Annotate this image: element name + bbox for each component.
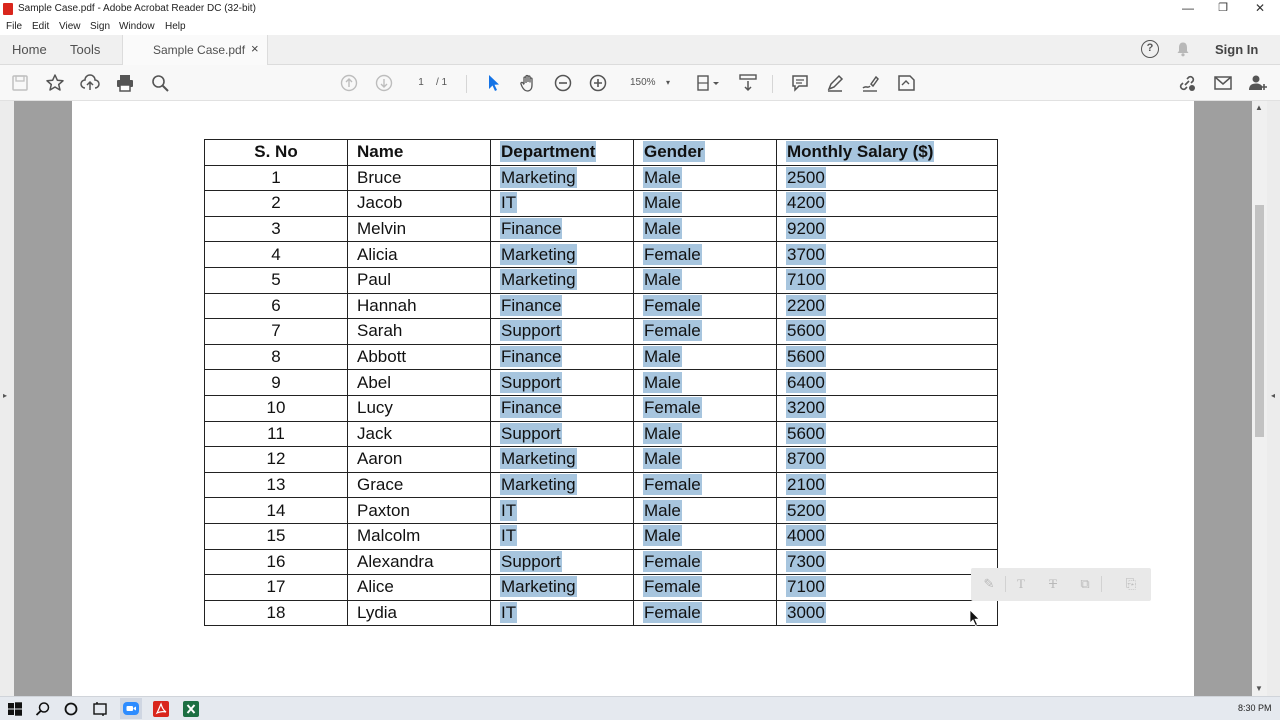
scroll-mode-icon[interactable] xyxy=(737,72,759,94)
previous-page-icon[interactable] xyxy=(338,72,360,94)
table-row xyxy=(205,267,998,293)
cell-gender: Male xyxy=(634,165,777,191)
email-icon[interactable] xyxy=(1212,72,1234,94)
cell-sno: 2 xyxy=(205,191,348,217)
cell-name: Lucy xyxy=(348,395,491,421)
cell-salary: 7100 xyxy=(777,575,998,601)
tab-tools[interactable]: Tools xyxy=(70,42,101,57)
edit-text-icon[interactable]: ⎘ xyxy=(1125,576,1137,591)
header-gender: Gender xyxy=(634,140,777,166)
tab-document[interactable] xyxy=(122,35,268,65)
pdf-page xyxy=(72,101,1194,696)
share-link-icon[interactable] xyxy=(1176,72,1198,94)
cell-gender: Male xyxy=(634,498,777,524)
comment-icon[interactable] xyxy=(789,72,811,94)
cell-salary: 6400 xyxy=(777,370,998,396)
table-row xyxy=(205,344,998,370)
cell-sno: 8 xyxy=(205,344,348,370)
cell-name: Alice xyxy=(348,575,491,601)
zoom-level-value: 150% xyxy=(630,77,656,88)
cell-name: Malcolm xyxy=(348,523,491,549)
cell-sno: 12 xyxy=(205,447,348,473)
restore-button[interactable]: ❐ xyxy=(1218,2,1228,14)
notification-bell-icon[interactable] xyxy=(1175,41,1191,57)
cell-gender: Male xyxy=(634,421,777,447)
cell-salary: 5600 xyxy=(777,421,998,447)
menu-view[interactable]: View xyxy=(59,21,81,32)
table-row xyxy=(205,165,998,191)
task-view-icon[interactable] xyxy=(91,700,109,718)
scroll-down-icon[interactable]: ▼ xyxy=(1255,684,1263,693)
cell-salary: 5600 xyxy=(777,319,998,345)
cell-name: Paul xyxy=(348,267,491,293)
cell-gender: Female xyxy=(634,395,777,421)
cell-name: Lydia xyxy=(348,600,491,626)
table-row xyxy=(205,242,998,268)
sign-in-button[interactable]: Sign In xyxy=(1215,42,1259,57)
cell-department: Finance xyxy=(491,216,634,242)
cell-department: Support xyxy=(491,319,634,345)
vertical-scrollbar[interactable] xyxy=(1252,101,1267,696)
strikethrough-text-icon[interactable]: T xyxy=(1049,576,1057,591)
cell-department: Marketing xyxy=(491,267,634,293)
cell-salary: 5600 xyxy=(777,344,998,370)
fill-sign-icon[interactable] xyxy=(859,72,881,94)
cell-department: IT xyxy=(491,600,634,626)
taskbar-search-icon[interactable] xyxy=(34,700,52,718)
cell-gender: Male xyxy=(634,267,777,293)
cell-sno: 16 xyxy=(205,549,348,575)
title-bar xyxy=(0,0,1280,18)
cell-name: Aaron xyxy=(348,447,491,473)
send-sign-icon[interactable] xyxy=(895,72,917,94)
cell-salary: 4000 xyxy=(777,523,998,549)
taskbar-acrobat-app[interactable] xyxy=(152,700,170,718)
cell-gender: Male xyxy=(634,191,777,217)
cell-gender: Female xyxy=(634,472,777,498)
cell-salary: 2100 xyxy=(777,472,998,498)
taskbar-clock: 8:30 PM xyxy=(1238,703,1272,713)
cell-department: IT xyxy=(491,523,634,549)
taskbar-excel-app[interactable] xyxy=(182,700,200,718)
cell-name: Paxton xyxy=(348,498,491,524)
cell-name: Sarah xyxy=(348,319,491,345)
cell-gender: Female xyxy=(634,242,777,268)
table-header-row xyxy=(205,140,998,166)
next-page-icon[interactable] xyxy=(373,72,395,94)
cell-salary: 9200 xyxy=(777,216,998,242)
tab-bar xyxy=(0,35,1280,65)
tab-close-icon[interactable]: × xyxy=(251,41,259,56)
cell-name: Alicia xyxy=(348,242,491,268)
cell-name: Jack xyxy=(348,421,491,447)
cell-department: IT xyxy=(491,191,634,217)
cell-sno: 18 xyxy=(205,600,348,626)
cell-department: IT xyxy=(491,498,634,524)
page-display-icon[interactable] xyxy=(694,72,722,94)
menu-file[interactable]: File xyxy=(6,21,23,32)
cell-salary: 7300 xyxy=(777,549,998,575)
main-toolbar xyxy=(0,65,1280,101)
cell-name: Abel xyxy=(348,370,491,396)
mini-toolbar-divider xyxy=(1101,576,1102,592)
cell-salary: 3700 xyxy=(777,242,998,268)
cell-department: Finance xyxy=(491,395,634,421)
bookmark-star-icon[interactable] xyxy=(44,72,66,94)
header-salary: Monthly Salary ($) xyxy=(777,140,998,166)
page-number-input[interactable]: 1 xyxy=(418,77,424,88)
cell-sno: 9 xyxy=(205,370,348,396)
hand-tool-icon[interactable] xyxy=(517,72,539,94)
expand-right-panel-icon[interactable]: ◂ xyxy=(1271,391,1276,400)
cell-salary: 2200 xyxy=(777,293,998,319)
cell-sno: 7 xyxy=(205,319,348,345)
cell-gender: Male xyxy=(634,523,777,549)
table-row xyxy=(205,191,998,217)
acrobat-app-icon xyxy=(3,3,13,15)
cell-department: Finance xyxy=(491,293,634,319)
search-icon[interactable] xyxy=(149,72,171,94)
page-gutter-right xyxy=(1194,101,1252,696)
cell-sno: 17 xyxy=(205,575,348,601)
cell-name: Jacob xyxy=(348,191,491,217)
cell-sno: 5 xyxy=(205,267,348,293)
cell-salary: 7100 xyxy=(777,267,998,293)
save-icon[interactable] xyxy=(9,72,31,94)
cell-name: Melvin xyxy=(348,216,491,242)
highlight-text-icon[interactable]: ✎ xyxy=(983,576,995,591)
add-user-icon[interactable] xyxy=(1247,72,1269,94)
header-department: Department xyxy=(491,140,634,166)
cell-sno: 6 xyxy=(205,293,348,319)
cell-gender: Female xyxy=(634,600,777,626)
windows-taskbar xyxy=(0,696,1280,720)
cortana-icon[interactable] xyxy=(62,700,80,718)
expand-left-panel-icon[interactable]: ▸ xyxy=(3,391,8,400)
cell-salary: 5200 xyxy=(777,498,998,524)
cell-department: Support xyxy=(491,370,634,396)
table-row xyxy=(205,395,998,421)
cell-name: Abbott xyxy=(348,344,491,370)
cell-department: Finance xyxy=(491,344,634,370)
help-icon[interactable]: ? xyxy=(1141,40,1159,58)
cell-gender: Female xyxy=(634,549,777,575)
cell-gender: Female xyxy=(634,319,777,345)
cell-department: Marketing xyxy=(491,165,634,191)
scrollbar-thumb[interactable] xyxy=(1255,205,1264,437)
cell-gender: Female xyxy=(634,293,777,319)
menu-bar xyxy=(0,18,1280,35)
tab-document-label: Sample Case.pdf xyxy=(153,43,246,57)
toolbar-divider xyxy=(772,75,773,93)
table-row xyxy=(205,523,998,549)
table-row xyxy=(205,600,998,626)
table-row xyxy=(205,293,998,319)
windows-start-icon[interactable] xyxy=(6,700,24,718)
select-cursor-icon[interactable] xyxy=(482,72,504,94)
header-sno: S. No xyxy=(205,140,348,166)
cell-name: Grace xyxy=(348,472,491,498)
menu-sign[interactable]: Sign xyxy=(90,21,111,32)
table-row xyxy=(205,549,998,575)
mini-toolbar-divider xyxy=(1005,576,1006,592)
chevron-down-icon: ▾ xyxy=(665,78,670,87)
left-panel-edge[interactable] xyxy=(0,101,14,696)
zoom-out-icon[interactable] xyxy=(552,72,574,94)
copy-text-icon[interactable]: ⧉ xyxy=(1080,576,1090,591)
cell-gender: Male xyxy=(634,344,777,370)
highlight-pen-icon[interactable] xyxy=(824,72,846,94)
close-window-button[interactable]: ✕ xyxy=(1254,1,1266,15)
taskbar-zoom-app[interactable] xyxy=(120,698,142,719)
page-gutter-left xyxy=(14,101,72,696)
zoom-level-select[interactable] xyxy=(622,74,676,92)
mouse-pointer-icon xyxy=(969,609,981,627)
table-row xyxy=(205,421,998,447)
window-title: Sample Case.pdf - Adobe Acrobat Reader DC (32-bit) xyxy=(18,3,256,14)
tab-home[interactable]: Home xyxy=(12,42,47,57)
table-row xyxy=(205,216,998,242)
document-viewport[interactable] xyxy=(0,101,1280,696)
cell-gender: Male xyxy=(634,370,777,396)
cell-name: Hannah xyxy=(348,293,491,319)
cell-sno: 15 xyxy=(205,523,348,549)
table-row xyxy=(205,447,998,473)
cell-name: Bruce xyxy=(348,165,491,191)
menu-help[interactable]: Help xyxy=(165,21,186,32)
table-row xyxy=(205,575,998,601)
cell-department: Support xyxy=(491,549,634,575)
cell-salary: 3200 xyxy=(777,395,998,421)
zoom-in-icon[interactable] xyxy=(587,72,609,94)
table-row xyxy=(205,472,998,498)
right-panel-edge[interactable] xyxy=(1267,101,1280,696)
cell-sno: 14 xyxy=(205,498,348,524)
cell-sno: 1 xyxy=(205,165,348,191)
cell-sno: 13 xyxy=(205,472,348,498)
table-row xyxy=(205,319,998,345)
salary-table xyxy=(204,139,998,626)
cell-name: Alexandra xyxy=(348,549,491,575)
page-total: / 1 xyxy=(436,77,448,88)
upload-cloud-icon[interactable] xyxy=(79,72,101,94)
text-selection-toolbar xyxy=(971,568,1151,601)
cell-gender: Female xyxy=(634,575,777,601)
cell-sno: 11 xyxy=(205,421,348,447)
scroll-up-icon[interactable]: ▲ xyxy=(1255,103,1263,112)
cell-sno: 4 xyxy=(205,242,348,268)
minimize-button[interactable]: — xyxy=(1182,1,1194,15)
cell-sno: 10 xyxy=(205,395,348,421)
cell-department: Marketing xyxy=(491,472,634,498)
cell-department: Support xyxy=(491,421,634,447)
print-icon[interactable] xyxy=(114,72,136,94)
cell-salary: 4200 xyxy=(777,191,998,217)
table-row xyxy=(205,498,998,524)
cell-salary: 2500 xyxy=(777,165,998,191)
cell-salary: 3000 xyxy=(777,600,998,626)
cell-gender: Male xyxy=(634,447,777,473)
header-name: Name xyxy=(348,140,491,166)
cell-department: Marketing xyxy=(491,575,634,601)
cell-salary: 8700 xyxy=(777,447,998,473)
toolbar-divider xyxy=(466,75,467,93)
table-row xyxy=(205,370,998,396)
menu-window[interactable]: Window xyxy=(119,21,155,32)
cell-department: Marketing xyxy=(491,447,634,473)
cell-department: Marketing xyxy=(491,242,634,268)
cell-gender: Male xyxy=(634,216,777,242)
menu-edit[interactable]: Edit xyxy=(32,21,50,32)
underline-text-icon[interactable]: T xyxy=(1017,576,1025,591)
cell-sno: 3 xyxy=(205,216,348,242)
